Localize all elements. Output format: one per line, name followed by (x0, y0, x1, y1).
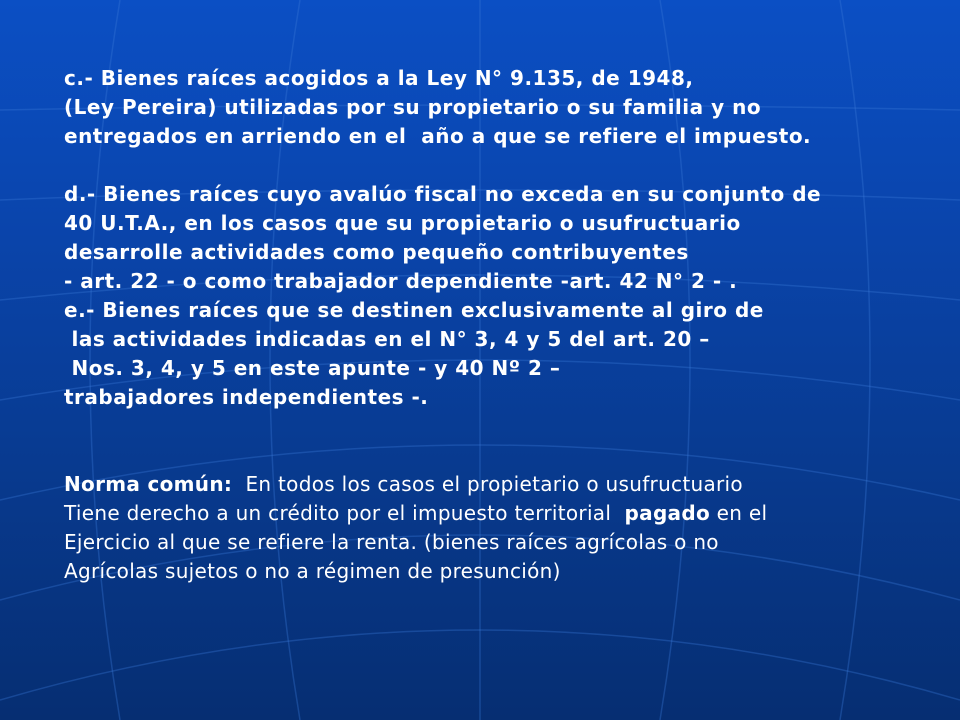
paragraph-d-line-3: desarrolle actividades como pequeño contribuyentes (64, 240, 689, 264)
paragraph-c-line-2: (Ley Pereira) utilizadas por su propietario o su familia y no (64, 95, 762, 119)
paragraph-e-line-2: las actividades indicadas en el N° 3, 4 y 5 del art. 20 – (64, 327, 710, 351)
norma-line-3: Ejercicio al que se refiere la renta. (bienes raíces agrícolas o no (64, 530, 719, 554)
norma-line-2-before: Tiene derecho a un crédito por el impuesto territorial (64, 501, 625, 525)
norma-line-2-after: en el (710, 501, 768, 525)
paragraph-c-line-1: c.- Bienes raíces acogidos a la Ley N° 9.135, de 1948, (64, 66, 694, 90)
norma-line-1-text: En todos los casos el propietario o usufructuario (232, 472, 743, 496)
norma-pagado-bold: pagado (624, 501, 711, 525)
content-text (64, 64, 944, 586)
norma-line-2 (64, 499, 944, 528)
paragraph-e-line-3: Nos. 3, 4, y 5 en este apunte - y 40 Nº 2 – (64, 356, 561, 380)
paragraph-e-line-4: trabajadores independientes -. (64, 385, 429, 409)
paragraph-d-line-2: 40 U.T.A., en los casos que su propietario o usufructuario (64, 211, 741, 235)
norma-comun-paragraph (64, 470, 944, 586)
paragraph-c-line-3: entregados en arriendo en el año a que se refiere el impuesto. (64, 124, 812, 148)
paragraph-d-line-4: - art. 22 - o como trabajador dependiente -art. 42 N° 2 - . (64, 269, 738, 293)
norma-label: Norma común: (64, 472, 233, 496)
norma-line-4: Agrícolas sujetos o no a régimen de presunción) (64, 559, 561, 583)
paragraph-e-line-1: e.- Bienes raíces que se destinen exclusivamente al giro de (64, 298, 764, 322)
norma-line-1 (64, 470, 944, 499)
spacer (64, 151, 944, 180)
spacer (64, 412, 944, 470)
paragraph-d-line-1: d.- Bienes raíces cuyo avalúo fiscal no exceda en su conjunto de (64, 182, 822, 206)
